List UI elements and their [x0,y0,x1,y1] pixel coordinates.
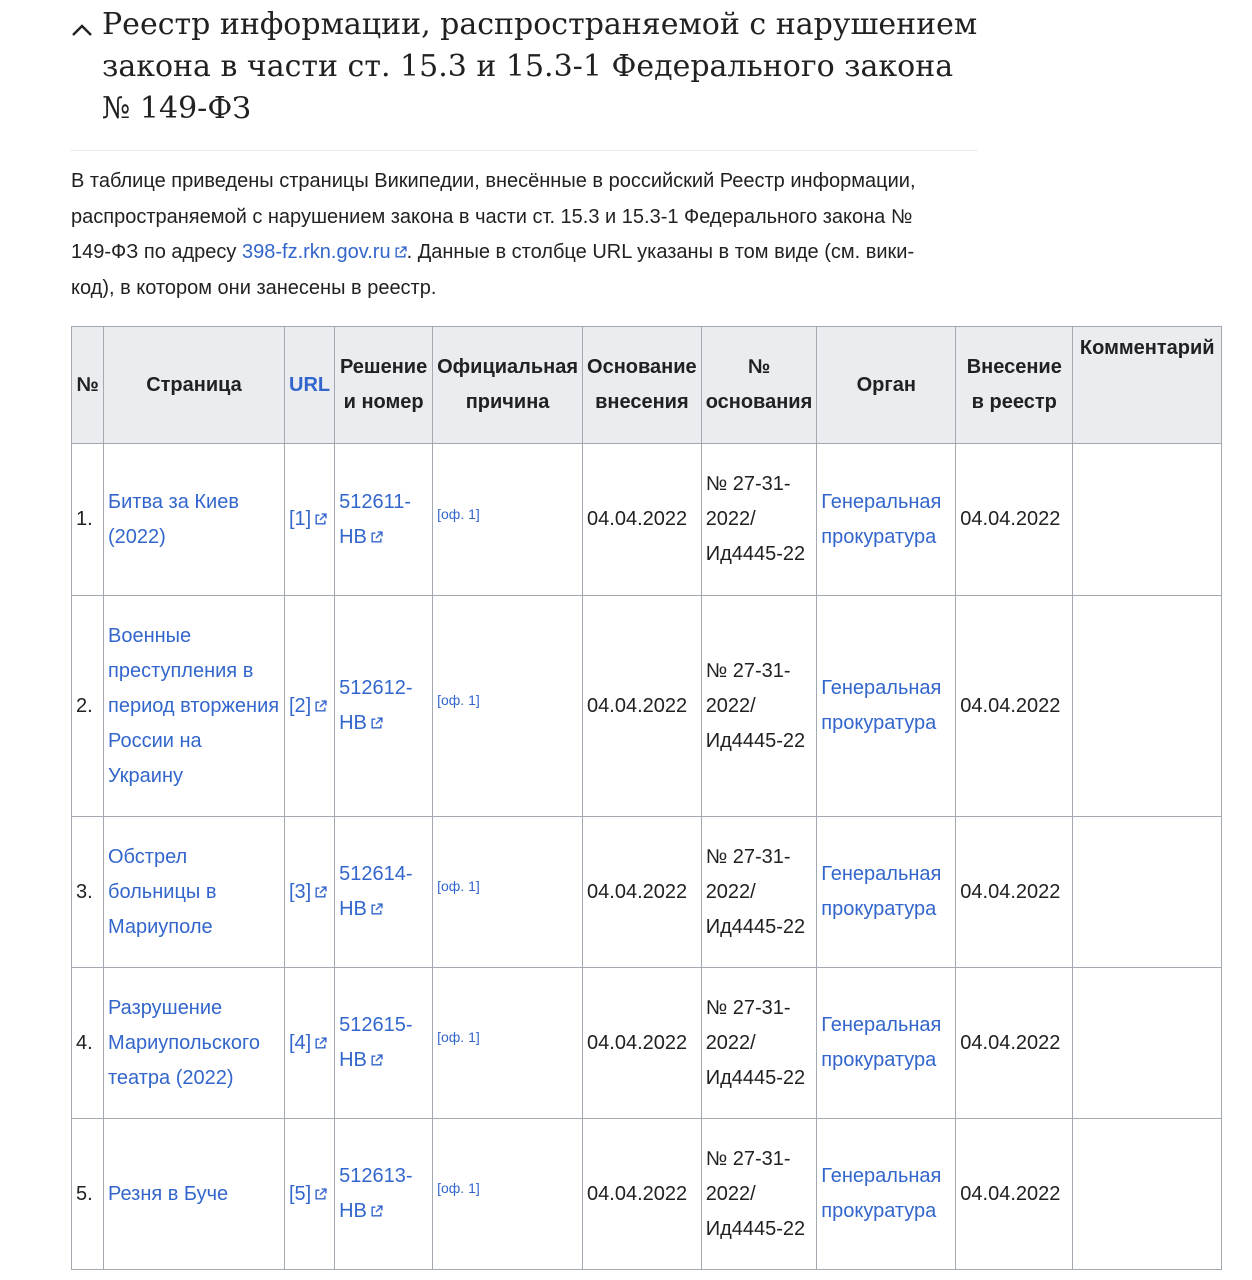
external-link-icon [370,903,383,916]
row-number: 2. [72,596,104,817]
header-num[interactable]: № [72,327,104,444]
chevron-up-icon[interactable] [70,22,94,38]
external-link-icon [314,513,327,526]
table-row [72,444,1222,596]
section-header[interactable] [70,4,978,151]
row-number: 5. [72,1119,104,1270]
basis-number: № 27-31-2022/Ид4445-22 [701,1119,817,1270]
url-link[interactable]: [1] [289,508,327,530]
organ-cell [817,817,956,968]
header-page[interactable]: Страница [104,327,285,444]
comment-cell [1073,1119,1222,1270]
table-row [72,968,1222,1119]
header-entry[interactable]: Внесение в реестр [956,327,1073,444]
reason-cell [433,1119,583,1270]
comment-cell [1073,444,1222,596]
basis-date: 04.04.2022 [583,817,702,968]
page-cell [104,1119,285,1270]
reason-cell [433,596,583,817]
basis-date: 04.04.2022 [583,968,702,1119]
table-row [72,596,1222,817]
url-cell [285,596,335,817]
reason-ref-link[interactable]: [оф. 1] [437,1029,480,1045]
organ-cell [817,1119,956,1270]
header-comment[interactable]: Комментарий [1073,327,1222,444]
reason-ref-link[interactable]: [оф. 1] [437,692,480,708]
basis-number: № 27-31-2022/Ид4445-22 [701,817,817,968]
reason-cell [433,444,583,596]
url-link[interactable]: [5] [289,1183,327,1205]
reason-ref-link[interactable]: [оф. 1] [437,505,480,522]
organ-link[interactable]: Генеральная прокуратура [821,863,942,920]
decision-link[interactable]: 512615- НВ [339,1014,413,1071]
reason-cell [433,968,583,1119]
organ-cell [817,968,956,1119]
entry-date: 04.04.2022 [956,968,1073,1119]
section-title: Реестр информации, распространяемой с нарушением закона в части ст. 15.3 и 15.3-1 Федерального закона № 149-ФЗ [102,7,978,126]
basis-number: № 27-31-2022/Ид4445-22 [701,968,817,1119]
url-cell [285,817,335,968]
reason-cell [433,817,583,968]
url-cell [285,1119,335,1270]
url-link[interactable]: [3] [289,881,327,903]
intro-text-before: В таблице приведены страницы Википедии, внесённые в российский Реестр информации, распространяемой с нарушением закона в части ст. 15.3 и 15.3-1 Федерального закона № 149-ФЗ по адресу [71,170,916,263]
page-link[interactable]: Битва за Киев (2022) [108,490,239,548]
organ-link[interactable]: Генеральная прокуратура [821,1165,942,1222]
entry-date: 04.04.2022 [956,596,1073,817]
decision-cell [335,1119,433,1270]
url-cell [285,444,335,596]
organ-link[interactable]: Генеральная прокуратура [821,1014,942,1071]
intro-paragraph [71,164,951,306]
header-url-link[interactable]: URL [289,373,331,396]
decision-cell [335,444,433,596]
header-organ[interactable]: Орган [817,327,956,444]
page-link[interactable]: Военные преступления в период вторжения России на Украину [108,624,280,787]
registry-link[interactable]: 398-fz.rkn.gov.ru [242,241,407,263]
table-row [72,817,1222,968]
url-cell [285,968,335,1119]
basis-date: 04.04.2022 [583,1119,702,1270]
decision-link[interactable]: 512611- НВ [339,490,412,548]
reason-ref-link[interactable]: [оф. 1] [437,878,480,894]
intro-text-after: . Данные в столбце URL указаны в том виде (см. вики-код), в котором они занесены в реестр. [71,241,915,299]
page-cell [104,444,285,596]
organ-cell [817,444,956,596]
entry-date: 04.04.2022 [956,817,1073,968]
comment-cell [1073,968,1222,1119]
basis-date: 04.04.2022 [583,444,702,596]
external-link-icon [370,1205,383,1218]
basis-date: 04.04.2022 [583,596,702,817]
header-row [72,327,1222,444]
external-link-icon [370,1054,383,1067]
row-number: 4. [72,968,104,1119]
external-link-icon [314,1188,327,1201]
basis-number: № 27-31-2022/Ид4445-22 [701,444,817,596]
organ-link[interactable]: Генеральная прокуратура [821,677,942,734]
external-link-icon [394,246,407,259]
basis-number: № 27-31-2022/Ид4445-22 [701,596,817,817]
url-link[interactable]: [2] [289,695,327,717]
header-decision[interactable]: Решение и номер [335,327,433,444]
decision-link[interactable]: 512612- НВ [339,677,413,734]
external-link-icon [314,700,327,713]
page-link[interactable]: Резня в Буче [108,1182,229,1205]
page-cell [104,968,285,1119]
table-row [72,1119,1222,1270]
header-basis-number[interactable]: № основания [701,327,817,444]
reason-ref-link[interactable]: [оф. 1] [437,1180,480,1196]
header-basis[interactable]: Основание внесения [583,327,702,444]
external-link-icon [370,531,383,544]
comment-cell [1073,596,1222,817]
header-reason[interactable]: Официальная причина [433,327,583,444]
external-link-icon [314,886,327,899]
row-number: 1. [72,444,104,596]
entry-date: 04.04.2022 [956,1119,1073,1270]
page-cell [104,817,285,968]
registry-table [71,326,1222,1270]
entry-date: 04.04.2022 [956,444,1073,596]
page-link[interactable]: Разрушение Мариупольского театра (2022) [108,996,260,1089]
decision-cell [335,968,433,1119]
header-url[interactable] [285,327,335,444]
decision-link[interactable]: 512614- НВ [339,863,413,920]
comment-cell [1073,817,1222,968]
organ-link[interactable]: Генеральная прокуратура [821,490,942,548]
decision-cell [335,817,433,968]
url-link[interactable]: [4] [289,1032,327,1054]
decision-link[interactable]: 512613- НВ [339,1165,413,1222]
external-link-icon [370,717,383,730]
row-number: 3. [72,817,104,968]
external-link-icon [314,1037,327,1050]
decision-cell [335,596,433,817]
page-cell [104,596,285,817]
organ-cell [817,596,956,817]
page-link[interactable]: Обстрел больницы в Мариуполе [108,845,217,938]
